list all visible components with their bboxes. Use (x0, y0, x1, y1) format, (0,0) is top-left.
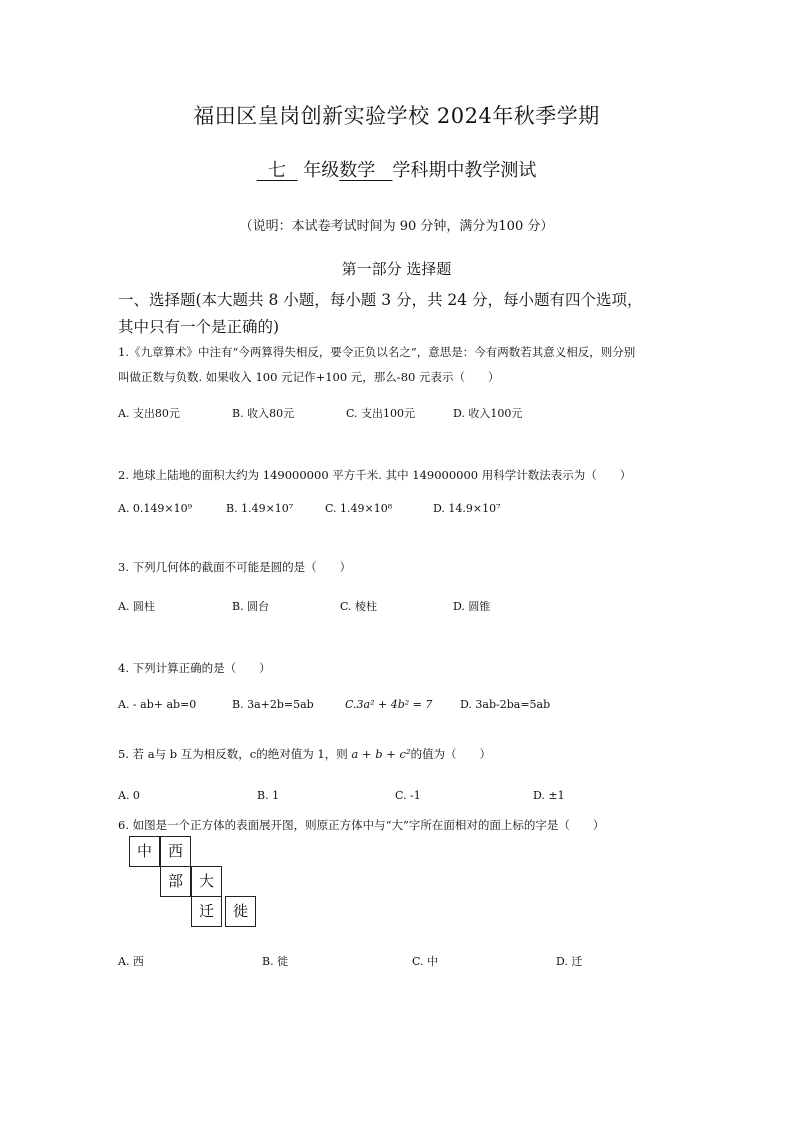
option-a: A. 0 (118, 789, 140, 802)
net-cell-zhong: 中 (129, 836, 160, 867)
option-a: A. 支出80元 (118, 407, 180, 420)
option-b: B. 圆台 (232, 600, 270, 613)
net-cell-bu: 部 (160, 866, 191, 897)
option-b: B. 1.49×10⁷ (226, 502, 294, 515)
option-c: C.3a² + 4b² = 7 (345, 698, 433, 711)
question-1-options (0, 405, 793, 423)
question-3-options (0, 598, 793, 616)
option-d: D. 迁 (556, 955, 583, 968)
question-2-options (0, 502, 793, 520)
grade-value: 七 (268, 160, 287, 181)
part-heading: 第一部分 选择题 (341, 260, 452, 278)
option-a: A. 西 (118, 955, 144, 968)
net-cell-da: 大 (191, 866, 222, 897)
option-d: D. 14.9×10⁷ (433, 502, 501, 515)
question-6-line1: 6. 如图是一个正方体的表面展开图，则原正方体中与“大”字所在面相对的面上标的字是（ ） (118, 818, 605, 832)
option-c: C. -1 (395, 789, 421, 802)
option-c: C. 棱柱 (340, 600, 378, 613)
question-3-line1: 3. 下列几何体的截面不可能是圆的是（ ） (118, 560, 352, 574)
subtitle-rest: 学科期中教学测试 (392, 160, 537, 181)
net-cell-qian: 迁 (191, 896, 222, 927)
question-5-expression: a + b + c² (351, 747, 411, 761)
net-cell-xi2: 徙 (225, 896, 256, 927)
option-d: D. 3ab-2ba=5ab (460, 698, 551, 711)
grade-label: 年级 (303, 160, 340, 181)
option-a: A. 0.149×10⁹ (118, 502, 193, 515)
question-5-line1 (118, 746, 491, 762)
question-1-line2: 叫做正数与负数. 如果收入 100 元记作+100 元，那么-80 元表示（ ） (118, 370, 500, 384)
question-4-options (0, 698, 793, 716)
option-a: A. - ab+ ab=0 (118, 698, 197, 711)
section-heading-line2: 其中只有一个是正确的) (118, 318, 280, 336)
exam-title: 福田区皇岗创新实验学校 2024年秋季学期 (193, 104, 600, 128)
section-heading-line1: 一、选择题(本大题共 8 小题，每小题 3 分，共 24 分，每小题有四个选项， (118, 291, 643, 309)
question-5-prefix: 5. 若 a与 b 互为相反数，c的绝对值为 1，则 (118, 747, 348, 761)
net-cell-xi: 西 (160, 836, 191, 867)
option-d: D. 收入100元 (453, 407, 523, 420)
question-1-line1: 1.《九章算术》中注有“今两算得失相反，要令正负以名之”，意思是：今有两数若其意义相反，则分别 (118, 345, 636, 359)
exam-subtitle (0, 156, 793, 182)
option-c: C. 中 (412, 955, 439, 968)
question-6-options (0, 953, 793, 971)
option-a: A. 圆柱 (118, 600, 155, 613)
question-5-suffix: 的值为（ ） (410, 747, 492, 761)
option-b: B. 3a+2b=5ab (232, 698, 314, 711)
question-4-line1: 4. 下列计算正确的是（ ） (118, 661, 271, 675)
option-d: D. ±1 (533, 789, 565, 802)
question-2-line1: 2. 地球上陆地的面积大约为 149000000 平方千米. 其中 149000000 用科学计数法表示为（ ） (118, 468, 632, 482)
option-b: B. 1 (257, 789, 280, 802)
option-d: D. 圆锥 (453, 600, 491, 613)
exam-note: （说明：本试卷考试时间为 90 分钟，满分为100 分） (239, 219, 554, 234)
subject-value: 数学 (339, 160, 376, 181)
question-5-options (0, 789, 793, 807)
option-c: C. 支出100元 (346, 407, 416, 420)
option-c: C. 1.49×10⁸ (325, 502, 393, 515)
option-b: B. 徙 (262, 955, 289, 968)
option-b: B. 收入80元 (232, 407, 295, 420)
